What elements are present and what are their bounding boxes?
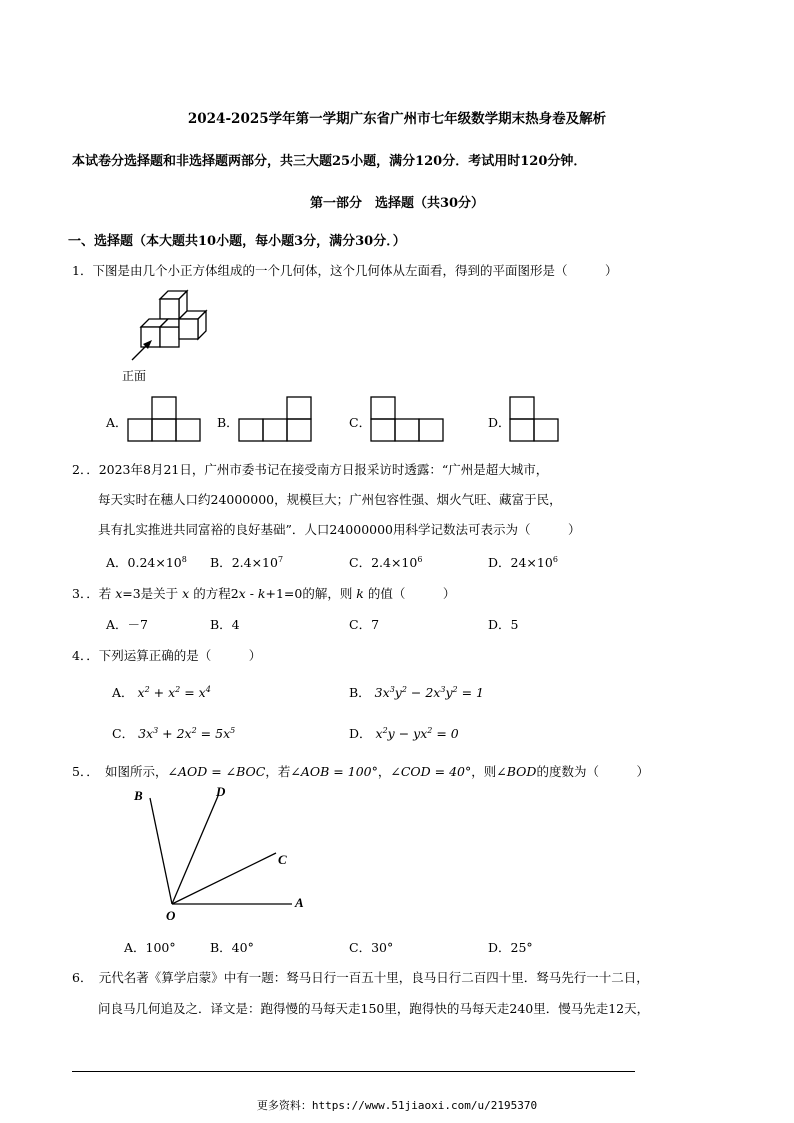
- q6-line2: 问良马几何追及之．译文是：跑得慢的马每天走150里，跑得快的马每天走240里．慢马先走12天，: [98, 1001, 650, 1016]
- q3-stem: 3．．若 x=3是关于 x 的方程2x - k+1=0的解，则 k 的值（ ）: [72, 586, 456, 601]
- q2-option-d: D．$24\times 10^6$: [488, 554, 558, 570]
- q1-option-b-label: B．: [217, 415, 239, 430]
- exam-intro: 本试卷分选择题和非选择题两部分，共三大题25小题，满分120分．考试用时120分钟．: [72, 154, 587, 169]
- q4-option-c: C． $3x^3 + 2x^2 = 5x^5$: [112, 725, 236, 741]
- q4-stem: 4．．下列运算正确的是（ ）: [72, 648, 262, 663]
- point-o-label: O: [166, 908, 176, 923]
- q1-cube-figure: [112, 288, 222, 368]
- page-title: 2024-2025学年第一学期广东省广州市七年级数学期末热身卷及解析: [187, 111, 607, 127]
- q1-option-c-label: C．: [349, 415, 372, 430]
- point-b-label: B: [134, 788, 143, 803]
- footer-divider: [72, 1071, 635, 1072]
- q1-option-b-figure: [238, 396, 312, 442]
- q1-option-c-figure: [370, 396, 444, 442]
- q3-option-b: B．4: [210, 617, 240, 632]
- q5-option-a: A．100°: [124, 940, 176, 955]
- q2-option-a: A．$0.24\times 10^8$: [106, 554, 187, 570]
- q5-option-b: B．40°: [210, 940, 254, 955]
- q3-option-c: C．7: [349, 617, 380, 632]
- q4-option-d: D． $x^2y - yx^2 = 0$: [349, 725, 459, 741]
- q5-option-d: D．25°: [488, 940, 533, 955]
- q1-option-a-figure: [127, 396, 201, 442]
- q1-option-a-label: A．: [106, 415, 128, 430]
- point-c-label: C: [278, 852, 287, 867]
- q5-stem: 5．． 如图所示，∠AOD = ∠BOC，若∠AOB = 100°，∠COD = 40°，则∠BOD的度数为（ ）: [72, 764, 649, 779]
- part-title: 第一部分 选择题（共30分）: [309, 196, 485, 211]
- point-d-label: D: [216, 784, 226, 799]
- q2-line2: 每天实时在穗人口约24000000，规模巨大；广州包容性强、烟火气旺、藏富于民，: [98, 492, 562, 507]
- q2-line1: 2．．2023年8月21日，广州市委书记在接受南方日报采访时透露：“广州是超大城市，: [72, 462, 549, 477]
- q6-line1: 6． 元代名著《算学启蒙》中有一题：驽马日行一百五十里，良马日行二百四十里．驽马先行一十二日，: [72, 970, 649, 985]
- q5-option-c: C．30°: [349, 940, 394, 955]
- q5-angle-figure: [128, 780, 313, 925]
- q1-stem: 1．下图是由几个小正方体组成的一个几何体，这个几何体从左面看，得到的平面图形是（ ）: [72, 263, 618, 278]
- q2-option-c: C．$2.4\times 10^6$: [349, 554, 423, 570]
- q3-option-a: A．－7: [106, 617, 148, 632]
- point-a-label: A: [295, 895, 304, 910]
- q1-option-d-figure: [509, 396, 559, 442]
- q4-option-a: A． $x^2 + x^2 = x^4$: [112, 684, 211, 700]
- q3-option-d: D．5: [488, 617, 519, 632]
- q2-option-b: B．$2.4\times 10^7$: [210, 554, 284, 570]
- q4-option-b: B． $3x^3y^2 - 2x^3y^2 = 1$: [349, 684, 484, 700]
- footer-link[interactable]: 更多资料：https://www.51jiaoxi.com/u/2195370: [256, 1099, 538, 1112]
- q1-option-d-label: D．: [488, 415, 511, 430]
- front-view-label: 正面: [122, 369, 147, 383]
- section-title: 一、选择题（本大题共10小题，每小题3分，满分30分．）: [68, 234, 406, 249]
- q2-line3: 具有扎实推进共同富裕的良好基础”．人口24000000用科学记数法可表示为（ ）: [98, 522, 581, 537]
